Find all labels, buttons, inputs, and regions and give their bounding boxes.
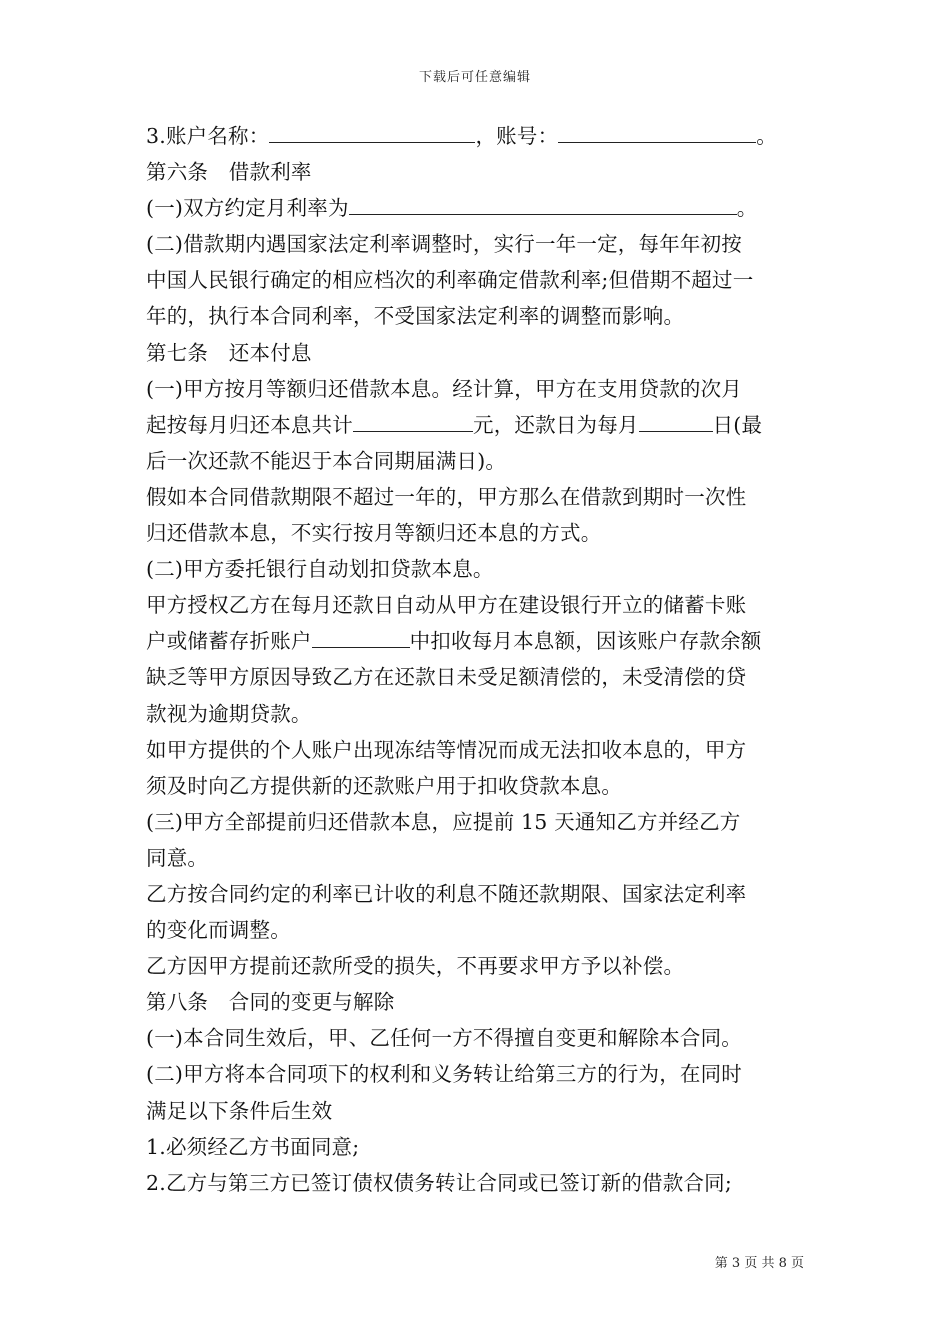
article-heading: 第八条 合同的变更与解除 bbox=[146, 990, 395, 1015]
paragraph-line: (二)借款期内遇国家法定利率调整时，实行一年一定，每年年初按 bbox=[146, 232, 742, 257]
paragraph-line: 缺乏等甲方原因导致乙方在还款日未受足额清偿的，未受清偿的贷 bbox=[146, 665, 747, 690]
paragraph-line: 乙方按合同约定的利率已计收的利息不随还款期限、国家法定利率 bbox=[146, 881, 747, 906]
paragraph-line: 年的，执行本合同利率，不受国家法定利率的调整而影响。 bbox=[146, 304, 685, 329]
text-segment: 。 bbox=[736, 196, 758, 221]
paragraph-line: 甲方授权乙方在每月还款日自动从甲方在建设银行开立的储蓄卡账 bbox=[146, 593, 747, 618]
text-segment: 元，还款日为每月 bbox=[473, 412, 639, 437]
repayment-day-blank bbox=[639, 413, 713, 432]
text-segment: 日(最 bbox=[712, 412, 763, 437]
text-segment: 户或储蓄存折账户 bbox=[146, 629, 312, 654]
text-segment: ，账号： bbox=[475, 124, 559, 148]
paragraph-line: 的变化而调整。 bbox=[146, 918, 291, 943]
text-segment: (一)双方约定月利率为 bbox=[146, 196, 349, 221]
text-segment: 中扣收每月本息额，因该账户存款余额 bbox=[409, 629, 762, 654]
paragraph-line: 后一次还款不能迟于本合同期届满日)。 bbox=[146, 448, 507, 473]
monthly-rate-blank bbox=[349, 196, 737, 215]
paragraph-line bbox=[146, 623, 814, 659]
installment-amount-blank bbox=[353, 413, 473, 432]
paragraph-line: (一)甲方按月等额归还借款本息。经计算，甲方在支用贷款的次月 bbox=[146, 376, 742, 401]
article-heading: 第六条 借款利率 bbox=[146, 160, 312, 185]
account-name-line bbox=[146, 118, 814, 154]
page-number: 第 3 页 共 8 页 bbox=[714, 1256, 804, 1271]
passbook-account-blank bbox=[312, 629, 410, 648]
article-heading: 第七条 还本付息 bbox=[146, 340, 312, 365]
paragraph-line bbox=[146, 190, 814, 226]
paragraph-line: 归还借款本息，不实行按月等额归还本息的方式。 bbox=[146, 521, 602, 546]
paragraph-line: (三)甲方全部提前归还借款本息，应提前 15 天通知乙方并经乙方 bbox=[146, 809, 741, 834]
paragraph-line: 假如本合同借款期限不超过一年的，甲方那么在借款到期时一次性 bbox=[146, 484, 747, 509]
paragraph-line: 1.必须经乙方书面同意; bbox=[146, 1134, 360, 1159]
paragraph-line: (二)甲方委托银行自动划扣贷款本息。 bbox=[146, 557, 494, 582]
paragraph-line: 款视为逾期贷款。 bbox=[146, 701, 312, 726]
text-segment: 3.账户名称： bbox=[146, 124, 270, 148]
paragraph-line: 满足以下条件后生效 bbox=[146, 1098, 333, 1123]
paragraph-line: (二)甲方将本合同项下的权利和义务转让给第三方的行为，在同时 bbox=[146, 1062, 742, 1087]
paragraph-line: 中国人民银行确定的相应档次的利率确定借款利率;但借期不超过一 bbox=[146, 268, 754, 293]
paragraph-line: 如甲方提供的个人账户出现冻结等情况而成无法扣收本息的，甲方 bbox=[146, 737, 747, 762]
account-number-blank bbox=[558, 124, 756, 143]
paragraph-line: 乙方因甲方提前还款所受的损失，不再要求甲方予以补偿。 bbox=[146, 954, 685, 979]
document-body bbox=[146, 118, 814, 1201]
paragraph-line: 须及时向乙方提供新的还款账户用于扣收贷款本息。 bbox=[146, 773, 623, 798]
account-name-blank bbox=[269, 124, 475, 143]
paragraph-line: 同意。 bbox=[146, 845, 209, 870]
paragraph-line: (一)本合同生效后，甲、乙任何一方不得擅自变更和解除本合同。 bbox=[146, 1026, 742, 1051]
text-segment: 。 bbox=[756, 124, 777, 148]
paragraph-line bbox=[146, 407, 814, 443]
paragraph-line: 2.乙方与第三方已签订债权债务转让合同或已签订新的借款合同; bbox=[146, 1170, 732, 1195]
text-segment: 起按每月归还本息共计 bbox=[146, 412, 353, 437]
page-header: 下载后可任意编辑 bbox=[418, 70, 531, 85]
